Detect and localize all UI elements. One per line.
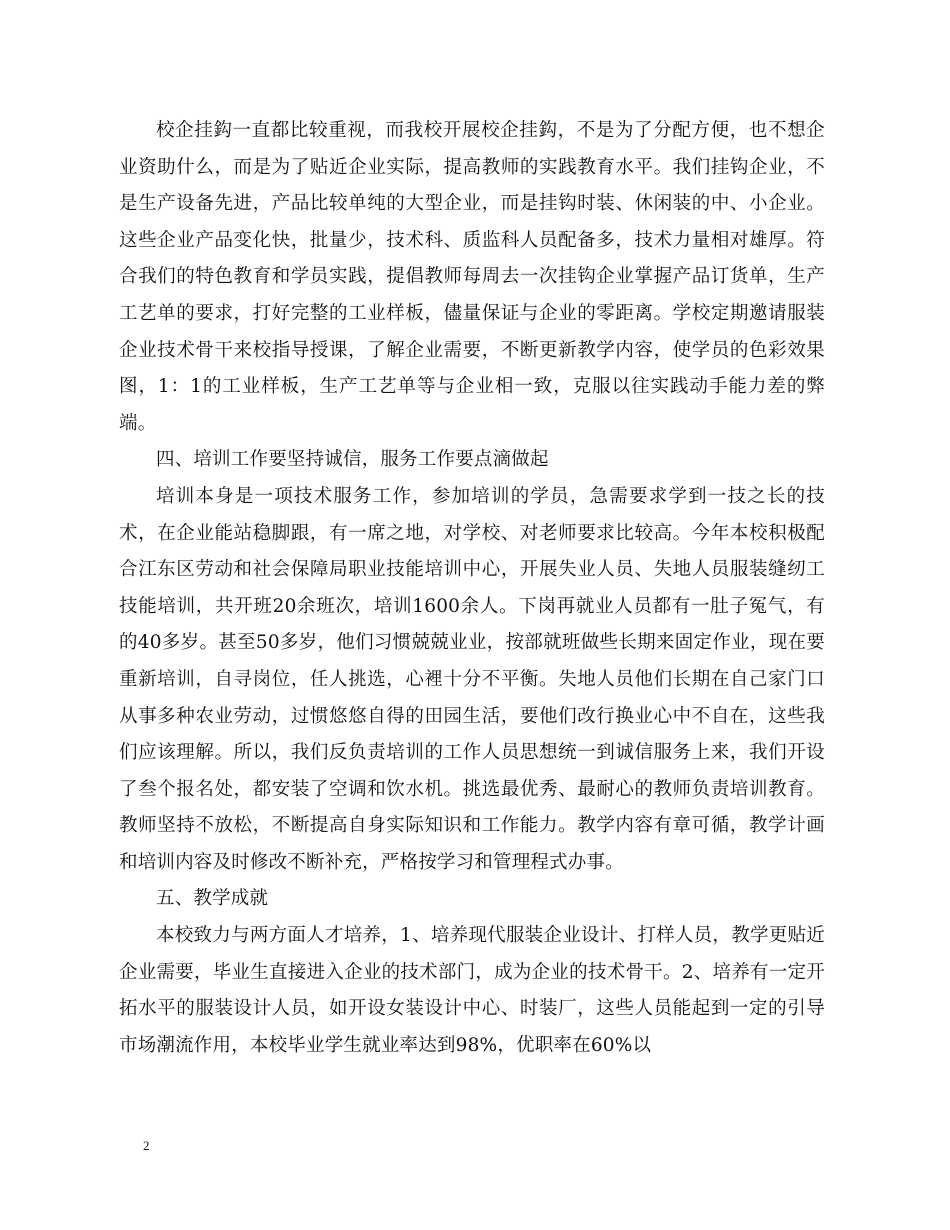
page-number: 2 [143, 1138, 150, 1153]
section-heading-five: 五、教学成就 [156, 888, 269, 910]
paragraph-school-enterprise-linkage: 校企挂鈎一直都比较重视，而我校开展校企挂鈎，不是为了分配方便，也不想企业资助什么，而是为了贴近企业实际，提高教师的实践教育水平。我们挂钩企业，不是生产设备先进，产品比较单纯的大型企业，而是挂钩时装、休闲装的中、小企业。这些企业产品变化快，批量少，技术科、质监科人员配备多，技术力量相对雄厚。符合我们的特色教育和学员实践，提倡教师每周去一次挂钩企业掌握产品订货单，生产工艺单的要求，打好完整的工业样板，儘量保证与企业的零距离。学校定期邀请服装企业技术骨干来校指导授课，了解企业需要，不断更新教学内容，使学员的色彩效果图，1：1的工业样板，生产工艺单等与企业相一致，克服以往实践动手能力差的弊端。 [119, 120, 825, 434]
paragraph-training-integrity: 培训本身是一项技术服务工作，参加培训的学员，急需要求学到一技之长的技术，在企业能站稳脚跟，有一席之地，对学校、对老师要求比较高。今年本校积极配合江东区劳动和社会保障局职业技能培训中心，开展失业人员、失地人员服装缝纫工技能培训，共开班20余班次，培训1600余人。下岗再就业人员都有一肚子冤气，有的40多岁。甚至50多岁，他们习惯兢兢业业，按部就班做些长期来固定作业，现在要重新培训，自寻岗位，任人挑选，心裡十分不平衡。失地人员他们长期在自己家门口从事多种农业劳动，过惯悠悠自得的田园生活，要他们改行换业心中不自在，这些我们应该理解。所以，我们反负责培训的工作人员思想统一到诚信服务上来，我们开设了叁个报名处，都安装了空调和饮水机。挑选最优秀、最耐心的教师负责培训教育。教师坚持不放松，不断提高自身实际知识和工作能力。教学内容有章可循，教学计画和培训内容及时修改不断补充，严格按学习和管理程式办事。 [119, 485, 825, 873]
paragraph-teaching-achievements: 本校致力与两方面人才培养，1、培养现代服装企业设计、打样人员，教学更贴近企业需要，毕业生直接进入企业的技术部门，成为企业的技术骨干。2、培养有一定开拓水平的服装设计人员，如开设女装设计中心、时装厂，这些人员能起到一定的引导市场潮流作用，本校毕业学生就业率达到98%，优职率在60%以 [119, 925, 825, 1056]
document-body [119, 113, 825, 1064]
section-heading-four: 四、培训工作要坚持诚信，服务工作要点滴做起 [156, 449, 549, 471]
